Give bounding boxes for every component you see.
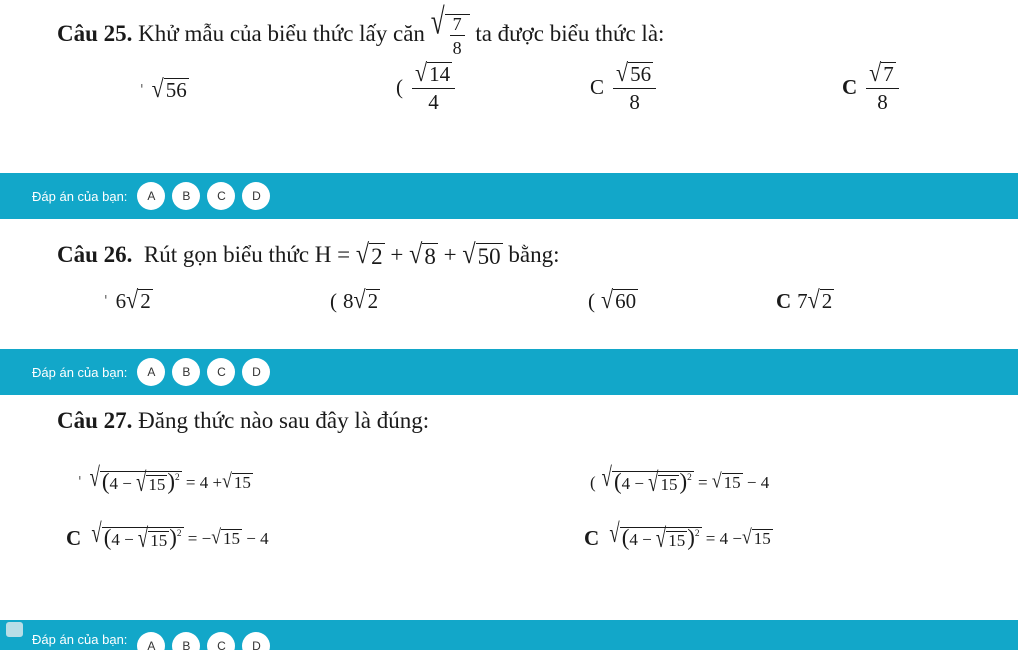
q26-title: Câu 26. Rút gọn biểu thức H = √ 2 + √ 8 + √ 50 bằng:: [57, 238, 560, 270]
q27-a-inner-r: 15: [148, 475, 166, 494]
q27-d-exp: 2: [694, 528, 700, 539]
q27-b-rhs-post: − 4: [746, 472, 770, 492]
q25-expr-num: 7: [450, 15, 465, 36]
q26-option-a-coef: 6: [115, 289, 127, 313]
q26-text: Rút gọn biểu thức H: [143, 242, 332, 267]
answer-choice-d[interactable]: D: [242, 182, 270, 210]
q26-option-a-label: ': [104, 294, 108, 309]
q25-option-c[interactable]: C √ 56 8: [590, 62, 659, 113]
q26-equals: =: [337, 242, 351, 267]
answer-bar-q27: [0, 620, 1018, 653]
q27-a-inner-a: 4: [109, 474, 118, 493]
q25-option-b-den: 4: [428, 90, 439, 115]
q27-title: [57, 408, 429, 434]
q27-c-rhs-post: − 4: [246, 528, 269, 548]
q25-option-d-label: C: [842, 75, 858, 100]
q26-option-c[interactable]: ( √ 60: [588, 285, 637, 315]
q25-text: Khử mẫu của biểu thức lấy căn: [138, 20, 425, 46]
q27-text: Đăng thức nào sau đây là đúng:: [138, 408, 430, 433]
q27-c-rhs-pre: = −: [187, 528, 212, 548]
q25-number: Câu 25.: [57, 20, 133, 46]
q26-term-1: 2: [371, 244, 383, 269]
answer-choice-a[interactable]: A: [137, 358, 165, 386]
q25-option-b-label: (: [396, 75, 403, 100]
q25-title: [57, 1, 665, 58]
q27-b-rhs-pre: =: [698, 472, 708, 492]
q26-option-b-label: (: [330, 289, 337, 313]
q25-option-c-den: 8: [629, 90, 640, 115]
q26-option-c-label: (: [588, 289, 595, 313]
answer-choice-c[interactable]: C: [207, 358, 235, 386]
q26-option-b-rad: 2: [367, 289, 379, 314]
q27-d-inner-r: 15: [668, 530, 686, 550]
q27-option-b[interactable]: ( √ (4 − √ 15 )$^2$ = √ 15 − 4: [590, 462, 770, 499]
q26-option-a-rad: 2: [140, 289, 151, 314]
q27-option-b-label: (: [590, 472, 596, 492]
q25-option-d[interactable]: C √ 7 8: [842, 62, 902, 113]
q27-c-minus: −: [124, 529, 134, 549]
q25-option-b-num: 14: [429, 62, 451, 86]
q26-option-b-coef: 8: [343, 289, 354, 313]
answer-choice-b[interactable]: B: [172, 632, 200, 660]
q25-expression: √ $\frac{7}{8}$: [431, 14, 470, 57]
q25-option-a[interactable]: ' √ 56: [140, 73, 187, 103]
q25-option-d-num: 7: [883, 62, 894, 86]
answer-bar-label: Đáp án của bạn:: [32, 188, 128, 204]
answer-choice-a[interactable]: A: [137, 182, 165, 210]
q27-option-a[interactable]: ' √ (4 − √ 15 )$^2$ = 4 + √ 15: [78, 462, 251, 499]
q27-a-rhs-pre: = 4 +: [185, 472, 223, 492]
answer-choice-d[interactable]: D: [242, 358, 270, 386]
q27-a-rhs-rad: 15: [233, 473, 251, 492]
q27-c-inner-r: 15: [150, 530, 168, 550]
answer-choice-b[interactable]: B: [172, 182, 200, 210]
q27-d-rhs-rad: 15: [753, 528, 771, 548]
q27-b-inner-r: 15: [660, 475, 678, 494]
q27-option-c-label: C: [66, 526, 82, 550]
q27-c-rhs-rad: 15: [222, 528, 240, 548]
q25-expr-den: 8: [452, 38, 462, 58]
q27-b-exp: 2: [687, 473, 692, 484]
q27-d-minus: −: [642, 529, 652, 549]
answer-bar-label: Đáp án của bạn:: [32, 632, 128, 647]
answer-choice-b[interactable]: B: [172, 358, 200, 386]
q27-c-exp: 2: [176, 528, 182, 539]
q26-option-b[interactable]: ( 8 √ 2: [330, 285, 379, 315]
q26-option-d-coef: 7: [797, 289, 808, 313]
q26-option-d[interactable]: C 7 √ 2: [776, 285, 833, 315]
q25-option-d-den: 8: [877, 90, 888, 115]
q25-option-a-value: 56: [165, 78, 187, 102]
q25-option-c-num: 56: [630, 62, 652, 86]
q27-b-inner-a: 4: [621, 474, 631, 493]
q26-option-a[interactable]: ' 6 √ 2: [104, 285, 151, 315]
answer-choice-a[interactable]: A: [137, 632, 165, 660]
q27-d-rhs-pre: = 4 −: [705, 528, 742, 548]
answer-choice-c[interactable]: C: [207, 632, 235, 660]
q25-option-c-label: C: [590, 75, 605, 100]
q27-c-inner-a: 4: [111, 529, 120, 549]
q27-option-a-label: ': [78, 475, 82, 491]
q27-a-minus: −: [122, 474, 132, 493]
answer-choice-c[interactable]: C: [207, 182, 235, 210]
q25-option-a-label: ': [140, 82, 144, 98]
image-badge-icon: [6, 622, 23, 637]
q27-b-minus: −: [634, 474, 644, 493]
q26-text-after: bằng:: [508, 242, 560, 267]
q25-text-after: ta được biểu thức là:: [475, 20, 665, 46]
q27-option-d[interactable]: C √ (4 − √ 15 )$^2$ = 4 − √ 15: [584, 518, 771, 554]
q27-number: Câu 27.: [57, 408, 133, 433]
answer-bar-label: Đáp án của bạn:: [32, 364, 128, 380]
q26-option-d-label: C: [776, 289, 792, 313]
q26-option-d-rad: 2: [821, 289, 833, 314]
answer-bar-q26: [0, 349, 1018, 395]
q26-term-3: 50: [477, 244, 501, 269]
q26-option-c-rad: 60: [615, 289, 637, 314]
q26-plus-2: +: [443, 242, 457, 267]
q27-option-c[interactable]: C √ (4 − √ 15 )$^2$ = − √ 15 − 4: [66, 518, 269, 554]
answer-choice-d[interactable]: D: [242, 632, 270, 660]
q27-b-rhs-rad: 15: [723, 473, 741, 492]
q25-option-b[interactable]: ( √ 14 4: [396, 62, 458, 113]
q26-term-2: 8: [424, 244, 436, 269]
q27-d-inner-a: 4: [629, 529, 638, 549]
q27-a-exp: 2: [174, 473, 180, 484]
q26-number: Câu 26.: [57, 242, 133, 267]
q27-option-d-label: C: [584, 526, 600, 550]
q26-plus-1: +: [390, 242, 404, 267]
answer-bar-q25: [0, 173, 1018, 219]
